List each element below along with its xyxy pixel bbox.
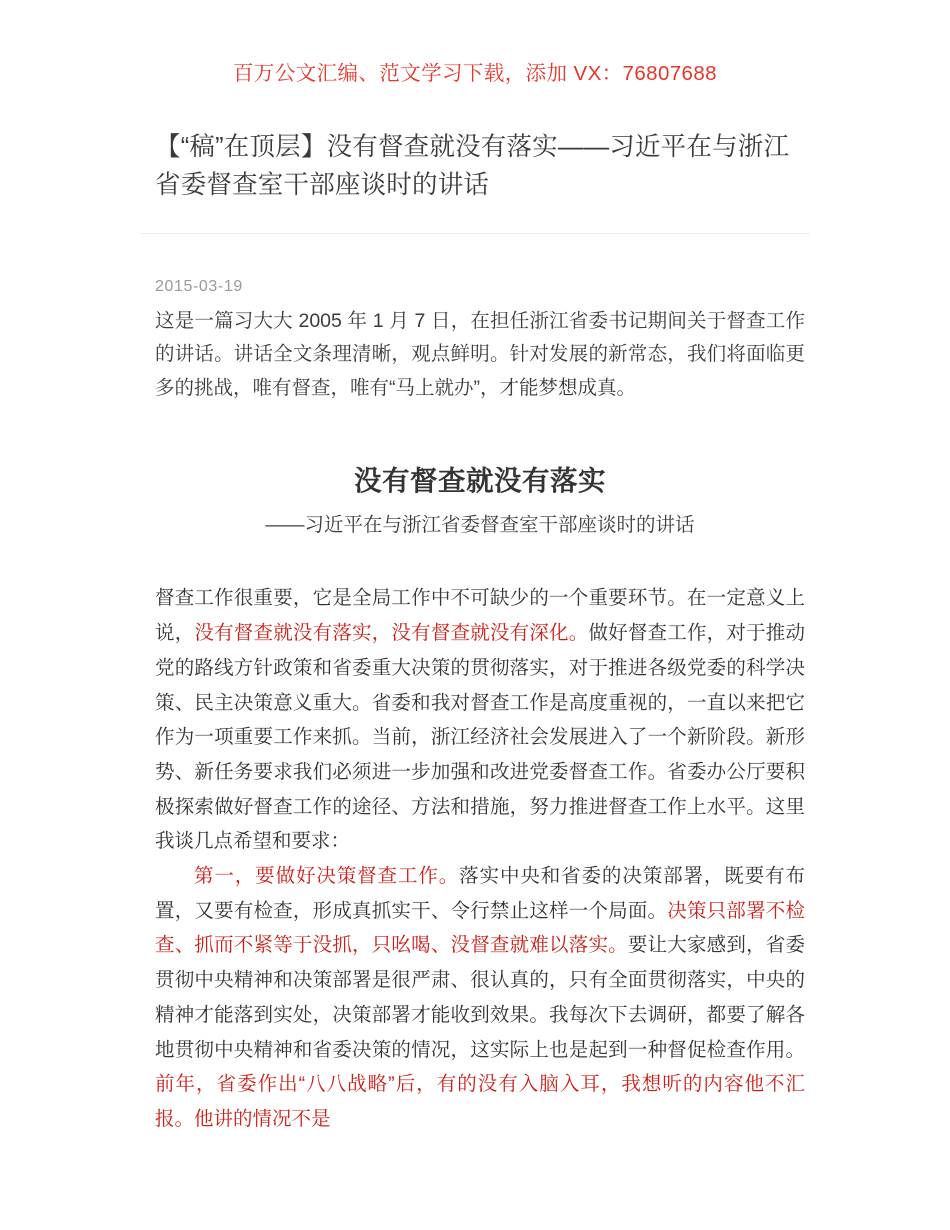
- article-container: [155, 128, 805, 1137]
- body-text: 做好督查工作，对于推动党的路线方针政策和省委重大决策的贯彻落实，对于推进各级党委的科学决策、民主决策意义重大。省委和我对督查工作是高度重视的，一直以来把它作为一项重要工作来抓。当前，浙江经济社会发展进入了一个新阶段。新形势、新任务要求我们必须进一步加强和改进党委督查工作。省委办公厅要积极探索做好督查工作的途径、方法和措施，努力推进督查工作上水平。这里我谈几点希望和要求：: [155, 622, 805, 853]
- page-title: 【“稿”在顶层】没有督查就没有落实——习近平在与浙江省委督查室干部座谈时的讲话: [155, 133, 790, 200]
- emphasis-text: 第一，要做好决策督查工作。: [194, 865, 460, 888]
- body-text: 要让大家感到，省委贯彻中央精神和决策部署是很严肃、很认真的，只有全面贯彻落实，中央的精神才能落到实处，决策部署才能收到效果。我每次下去调研，都要了解各地贯彻中央精神和省委决策的情况，这实际上也是起到一种督促检查作用。: [155, 934, 805, 1061]
- body-text: 督查工作很重要，它是全局工作中不可缺少的一个重要环节。在一定意义上说，: [155, 587, 805, 645]
- emphasis-text: 前年，省委作出“八八战略”后，有的没有入脑入耳，我想听的内容他不汇报。他讲的情况不是: [155, 1073, 805, 1130]
- promo-banner: 百万公文汇编、范文学习下载，添加 VX：76807688: [233, 62, 717, 85]
- title-divider: [140, 233, 810, 234]
- emphasis-text: 决策只部署不检查、抓而不紧等于没抓，只吆喝、没督查就难以落实。: [155, 899, 805, 957]
- document-body: [155, 581, 805, 1136]
- publish-date: 2015-03-19: [155, 277, 243, 295]
- document-paragraph: [155, 581, 805, 859]
- document-paragraph: [155, 859, 805, 1137]
- article-summary: 这是一篇习大大 2005 年 1 月 7 日，在担任浙江省委书记期间关于督查工作的讲话。讲话全文条理清晰，观点鲜明。针对发展的新常态，我们将面临更多的挑战，唯有督查，唯有“马上就办”，才能梦想成真。: [155, 309, 805, 399]
- emphasis-text: 没有督查就没有落实，没有督查就没有深化。: [194, 622, 589, 645]
- document-subheading: ——习近平在与浙江省委督查室干部座谈时的讲话: [265, 514, 695, 537]
- body-text: 落实中央和省委的决策部署，既要有布置，又要有检查，形成真抓实干、令行禁止这样一个局面。: [155, 865, 805, 922]
- document-heading: 没有督查就没有落实: [354, 465, 606, 497]
